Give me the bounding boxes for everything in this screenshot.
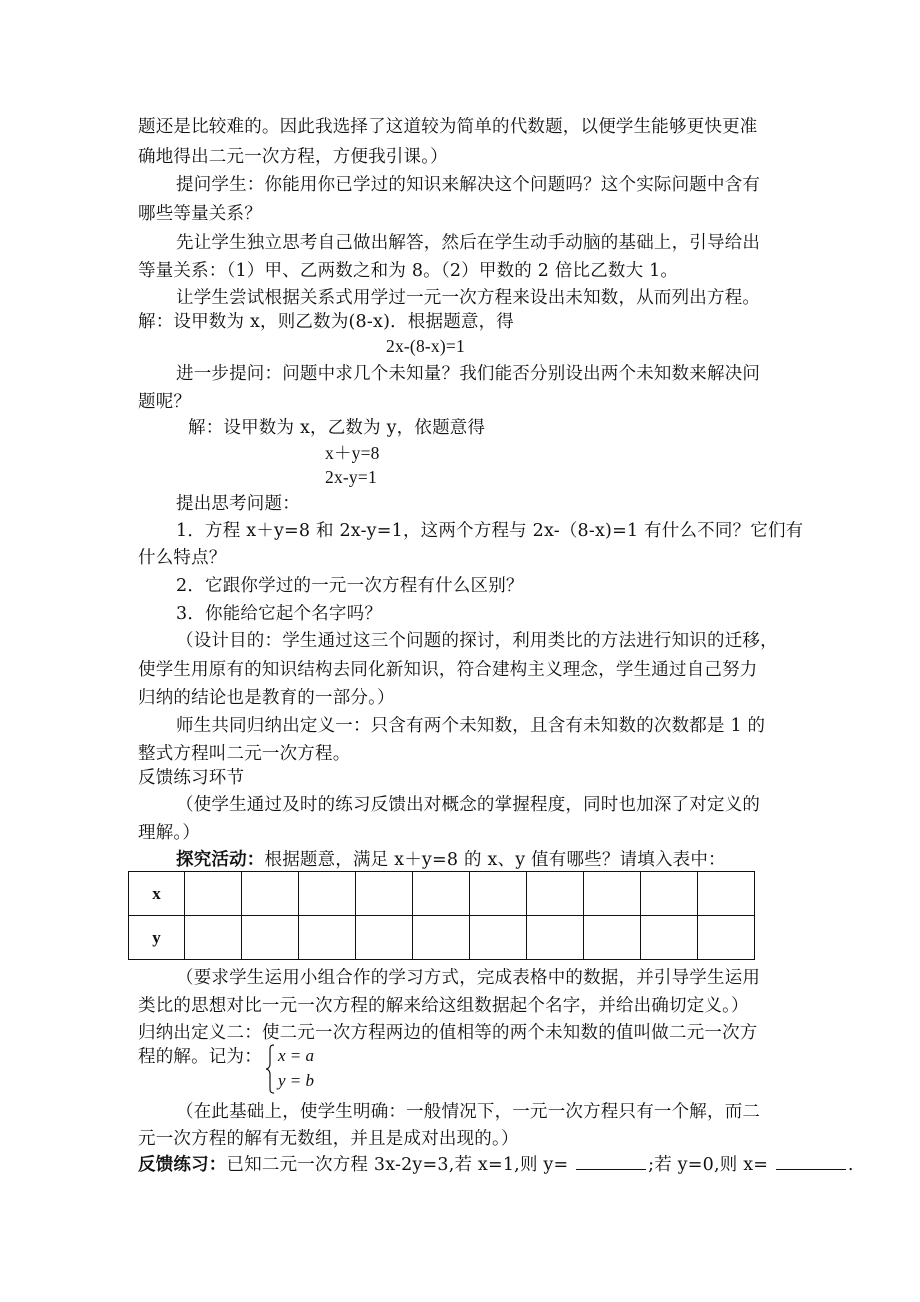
equation: x＋y=8: [325, 443, 380, 463]
blank-cell[interactable]: [413, 872, 470, 916]
text-line: 题还是比较难的。因此我选择了这道较为简单的代数题，以便学生能够更快更准: [138, 117, 758, 137]
text-line: 1．方程 x＋y=8 和 2x-y=1，这两个方程与 2x-（8-x)=1 有什么不同？它们有: [176, 521, 804, 541]
blank-cell[interactable]: [242, 916, 299, 960]
text-line: 3．你能给它起个名字吗？: [176, 604, 383, 624]
activity-text: 根据题意，满足 x＋y=8 的 x、y 值有哪些？请填入表中：: [264, 850, 726, 870]
answer-blank-x[interactable]: [776, 1153, 846, 1170]
blank-cell[interactable]: [641, 916, 698, 960]
text-line: （设计目的：学生通过这三个问题的探讨，利用类比的方法进行知识的迁移，: [176, 631, 778, 651]
row-header-y: y: [129, 916, 185, 960]
text-line: 题呢？: [138, 392, 192, 412]
text-line: 进一步提问：问题中求几个未知量？我们能否分别设出两个未知数来解决问: [176, 364, 761, 384]
text-line: 理解。）: [138, 823, 201, 843]
row-header-x: x: [129, 872, 185, 916]
text-line: 使学生用原有的知识结构去同化新知识，符合建构主义理念，学生通过自己努力: [138, 660, 758, 680]
exercise-text-a: 已知二元一次方程 3x-2y=3,若 x=1,则 y=: [226, 1155, 569, 1175]
blank-cell[interactable]: [470, 872, 527, 916]
text-line: [176, 847, 726, 873]
blank-cell[interactable]: [242, 872, 299, 916]
blank-cell[interactable]: [470, 916, 527, 960]
text-line: 提出思考问题：: [176, 494, 300, 514]
answer-blank-y[interactable]: [576, 1153, 646, 1170]
text-line: 程的解。记为：: [138, 1047, 262, 1067]
blank-cell[interactable]: [299, 872, 356, 916]
exercise-label: 反馈练习：: [138, 1155, 227, 1175]
left-brace-icon: [265, 1044, 275, 1094]
text-line: 元一次方程的解有无数组，并且是成对出现的。）: [138, 1129, 519, 1149]
text-line: 什么特点？: [138, 548, 227, 568]
text-line: 师生共同归纳出定义一：只含有两个未知数，且含有未知数的次数都是 1 的: [176, 716, 766, 736]
text-line: 先让学生独立思考自己做出解答，然后在学生动手动脑的基础上，引导给出: [176, 233, 761, 253]
exercise-text-b: ;若 y=0,则 x=: [648, 1155, 769, 1175]
text-line: 2．它跟你学过的一元一次方程有什么区别？: [176, 576, 524, 596]
blank-cell[interactable]: [698, 872, 755, 916]
blank-cell[interactable]: [413, 916, 470, 960]
text-line: 确地得出二元一次方程，方便我引课。）: [138, 147, 448, 167]
system-equation-2: y = b: [278, 1071, 315, 1090]
text-line: （要求学生运用小组合作的学习方式，完成表格中的数据，并引导学生运用: [176, 968, 761, 988]
section-heading: 反馈练习环节: [138, 768, 245, 788]
text-line: （使学生通过及时的练习反馈出对概念的掌握程度，同时也加深了对定义的: [176, 795, 761, 815]
blank-cell[interactable]: [641, 872, 698, 916]
equation: 2x-y=1: [325, 467, 377, 487]
system-equation-1: x = a: [278, 1046, 315, 1065]
text-line: 等量关系：（1）甲、乙两数之和为 8。（2）甲数的 2 倍比乙数大 1。: [138, 261, 679, 281]
text-line: 解：设甲数为 x，则乙数为(8-x)．根据题意，得: [138, 312, 515, 332]
blank-cell[interactable]: [299, 916, 356, 960]
table-row-y: [129, 916, 755, 960]
blank-cell[interactable]: [185, 872, 242, 916]
blank-cell[interactable]: [356, 872, 413, 916]
text-line: 解：设甲数为 x，乙数为 y，依题意得: [188, 418, 486, 438]
text-line: 哪些等量关系？: [138, 204, 262, 224]
blank-cell[interactable]: [356, 916, 413, 960]
exercise-text-c: .: [847, 1155, 854, 1175]
blank-cell[interactable]: [584, 872, 641, 916]
table-row-x: [129, 872, 755, 916]
blank-cell[interactable]: [527, 916, 584, 960]
blank-cell[interactable]: [698, 916, 755, 960]
text-line: 提问学生：你能用你已学过的知识来解决这个问题吗？这个实际问题中含有: [176, 175, 761, 195]
text-line: 类比的思想对比一元一次方程的解来给这组数据起个名字，并给出确切定义。）: [138, 996, 749, 1016]
text-line: 整式方程叫二元一次方程。: [138, 744, 351, 764]
text-line: 归纳出定义二：使二元一次方程两边的值相等的两个未知数的值叫做二元一次方: [138, 1023, 758, 1043]
text-line: 归纳的结论也是教育的一部分。）: [138, 688, 395, 708]
xy-value-table: [128, 871, 755, 960]
text-line: （在此基础上，使学生明确：一般情况下，一元一次方程只有一个解，而二: [176, 1102, 761, 1122]
exercise-line: [138, 1152, 854, 1178]
blank-cell[interactable]: [584, 916, 641, 960]
equation: 2x-(8-x)=1: [386, 336, 465, 356]
blank-cell[interactable]: [527, 872, 584, 916]
blank-cell[interactable]: [185, 916, 242, 960]
text-line: 让学生尝试根据关系式用学过一元一次方程来设出未知数，从而列出方程。: [176, 288, 761, 308]
activity-label: 探究活动：: [176, 850, 265, 870]
